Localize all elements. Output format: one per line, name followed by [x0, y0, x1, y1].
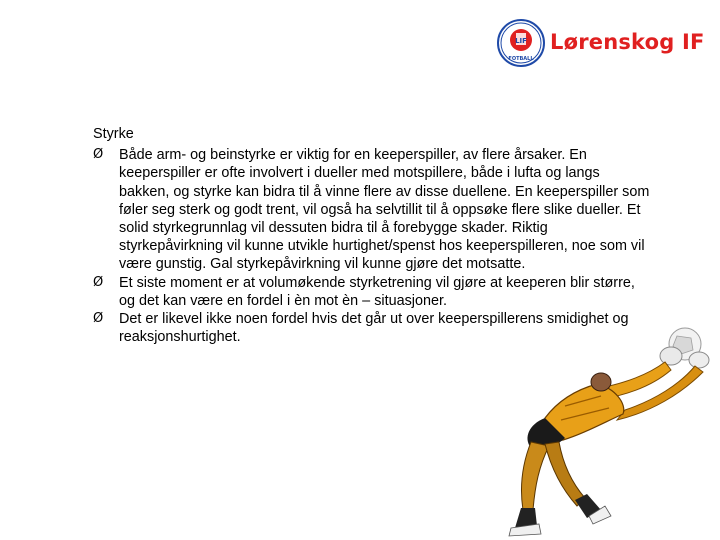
bullet-text: Det er likevel ikke noen fordel hvis det går ut over keeperspillerens smidighet og reaksjonshurtighet. — [119, 311, 629, 346]
club-name: Lørenskog IF — [550, 30, 705, 54]
club-crest-icon — [497, 18, 545, 68]
crest-label: FOTBALL — [508, 56, 534, 62]
bullet-text: Et siste moment er at volumøkende styrketrening vil gjøre at keeperen blir større, og det kan være en fordel i èn mot èn – situasjoner. — [119, 274, 635, 309]
goalkeeper-diving-illustration — [505, 322, 720, 540]
bullet-text: Både arm- og beinstyrke er viktig for en keeperspiller, av flere årsaker. En keeperspiller er ofte involvert i dueller med motspillere, både i lufta og langs bakken, og styrke kan bidra til å vinne flere av disse duellene. En keeperspiller som føler seg sterk og godt trent, vil også ha selvtillit til å oppsøke flere slike dueller. Et solid styrkegrunnlag vil dessuten bidra til å forebygge skader. Riktig styrkepåvirkning vil kunne utvikle hurtighet/spenst hos keeperspilleren, noe som vil være gunstig. Gal styrkepåvirkning vil kunne gjøre det motsatte. — [119, 147, 650, 273]
bullet-list — [93, 146, 653, 346]
text-content — [93, 125, 653, 346]
club-logo — [497, 18, 712, 70]
arrow-bullet-icon: Ø — [93, 147, 104, 163]
arrow-bullet-icon: Ø — [93, 274, 104, 290]
list-item — [93, 274, 653, 310]
arrow-bullet-icon: Ø — [93, 311, 104, 327]
svg-text:LIF: LIF — [515, 37, 527, 45]
list-item — [93, 146, 653, 273]
slide-heading: Styrke — [93, 126, 134, 142]
